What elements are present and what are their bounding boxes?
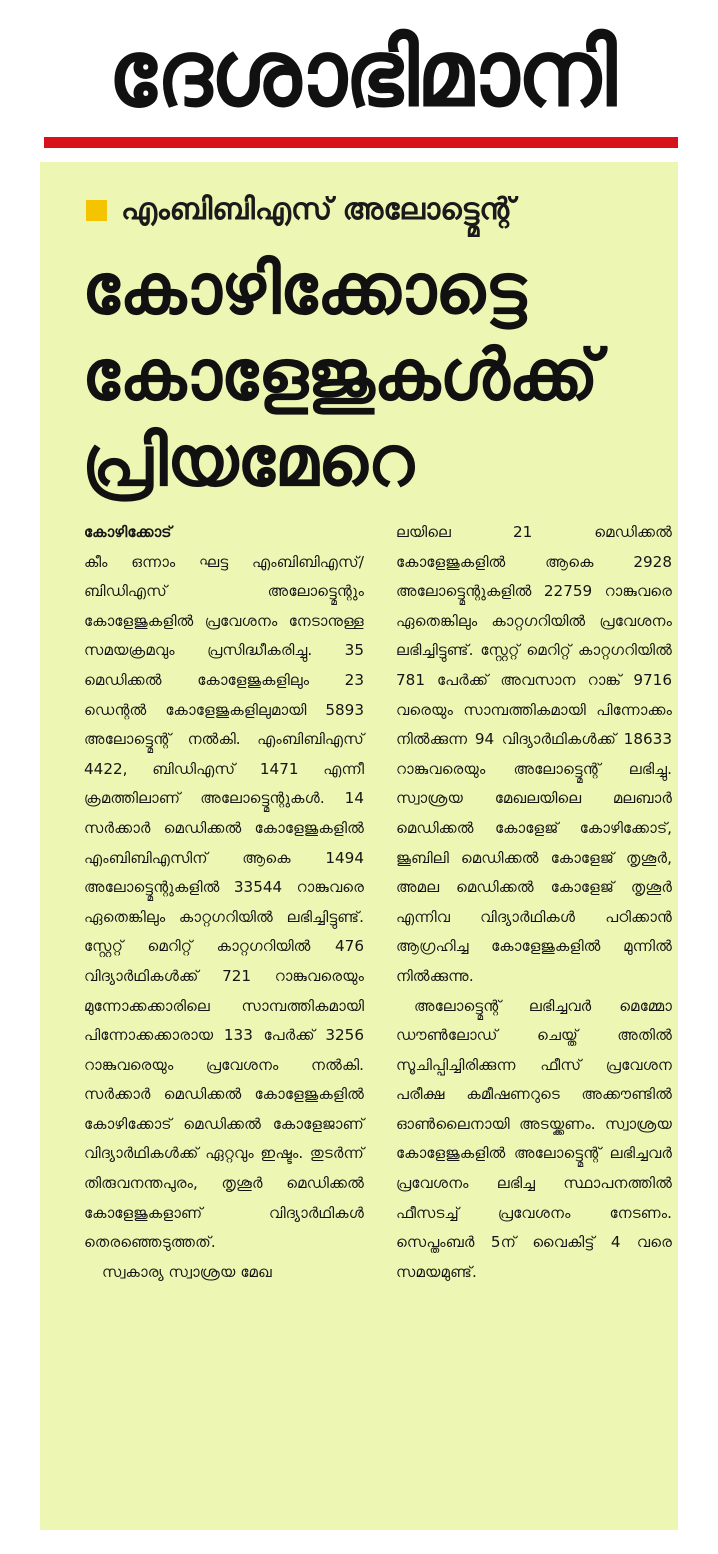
article-column-left <box>84 518 364 1287</box>
article-kicker <box>86 190 514 230</box>
kicker-text: എംബിബിഎസ് അലോട്ട്മെന്റ് <box>121 192 515 227</box>
body-paragraph: സ്വകാര്യ സ്വാശ്രയ മേഖ <box>102 1262 272 1281</box>
masthead-rule <box>44 137 678 148</box>
article-headline <box>82 246 672 504</box>
newspaper-masthead <box>44 14 678 134</box>
article-column-right <box>396 518 672 1287</box>
body-paragraph: കീം ഒന്നാം ഘട്ട എംബിബിഎസ്/ ബിഡിഎസ് അലോട്ട്മെന്റും കോളേജുകളിൽ പ്രവേശനം നേടാനുള്ള സമയക്രമവും പ്രസിദ്ധീകരിച്ചു. 35 മെഡിക്കൽ കോളേജുകളിലും 23 ഡെന്റൽ കോളേജുകളിലുമായി 5893 അലോട്ട്മെന്റ് നൽകി. എംബിബിഎസ് 4422, ബിഡിഎസ് 1471 എന്നീ ക്രമത്തിലാണ് അലോട്ട്മെന്റുകൾ. 14 സർക്കാർ മെഡിക്കൽ കോളേജുകളിൽ എംബിബിഎസിന് ആകെ 1494 അലോട്ട്മെന്റുകളിൽ 33544 റാങ്കുവരെ ഏതെങ്കിലും കാറ്റഗറിയിൽ ലഭിച്ചിട്ടുണ്ട്. സ്റ്റേറ്റ് മെറിറ്റ് കാറ്റഗറിയിൽ 476 വിദ്യാർഥികൾക്ക് 721 റാങ്കുവരെയും മുന്നോക്കക്കാരിലെ സാമ്പത്തികമായി പിന്നോക്കക്കാരായ 133 പേർക്ക് 3256 റാങ്കുവരെയും പ്രവേശനം നൽകി. സർക്കാർ മെഡിക്കൽ കോളേജുകളിൽ കോഴിക്കോട് മെഡിക്കൽ കോളേജാണ് വിദ്യാർഥികൾക്ക് ഏറ്റവും ഇഷ്ടം. തുടർന്ന് തിരുവനന്തപുരം, തൃശൂർ മെഡിക്കൽ കോളേജുകളാണ് വിദ്യാർഥികൾ തെരഞ്ഞെടുത്തത്. <box>84 552 364 1252</box>
headline-line: കോഴിക്കോട്ടെ <box>82 248 526 330</box>
headline-line: പ്രിയമേറെ <box>82 420 414 502</box>
body-paragraph: ലയിലെ 21 മെഡിക്കൽ കോളേജുകളിൽ ആകെ 2928 അലോട്ട്മെന്റുകളിൽ 22759 റാങ്കുവരെ ഏതെങ്കിലും കാറ്റഗറിയിൽ പ്രവേശനം ലഭിച്ചിട്ടുണ്ട്. സ്റ്റേറ്റ് മെറിറ്റ് കാറ്റഗറിയിൽ 781 പേർക്ക് അവസാന റാങ്ക് 9716 വരെയും സാമ്പത്തികമായി പിന്നോക്കം നിൽക്കുന്ന 94 വിദ്യാർഥികൾക്ക് 18633 റാങ്കുവരെയും അലോട്ട്മെന്റ് ലഭിച്ചു. സ്വാശ്രയ മേഖലയിലെ മലബാർ മെഡിക്കൽ കോളേജ് കോഴിക്കോട്, ജൂബിലി മെഡിക്കൽ കോളേജ് തൃശൂർ, അമല മെഡിക്കൽ കോളേജ് തൃശൂർ എന്നിവ വിദ്യാർഥികൾ പഠിക്കാൻ ആഗ്രഹിച്ച കോളേജുകളിൽ മുന്നിൽ നിൽക്കുന്നു. <box>396 523 672 985</box>
headline-line: കോളേജുകൾക്ക് <box>82 334 598 416</box>
body-paragraph: അലോട്ട്മെന്റ് ലഭിച്ചവർ മെമ്മോ ഡൗൺലോഡ് ചെയ്ത് അതിൽ സൂചിപ്പിച്ചിരിക്കുന്ന ഫീസ് പ്രവേശന പരീക്ഷ കമീഷണറുടെ അക്കൗണ്ടിൽ ഓൺലൈനായി അടയ്ക്കണം. സ്വാശ്രയ കോളേജുകളിൽ അലോട്ട്മെന്റ് ലഭിച്ചവർ പ്രവേശനം ലഭിച്ച സ്ഥാപനത്തിൽ ഫീസടച്ച് പ്രവേശനം നേടണം. സെപ്തംബർ 5ന് വൈകിട്ട് 4 വരെ സമയമുണ്ട്. <box>396 996 672 1281</box>
masthead-title: ദേശാഭിമാനി <box>107 20 615 127</box>
dateline: കോഴിക്കോട് <box>84 523 172 541</box>
kicker-square-icon <box>86 200 107 221</box>
